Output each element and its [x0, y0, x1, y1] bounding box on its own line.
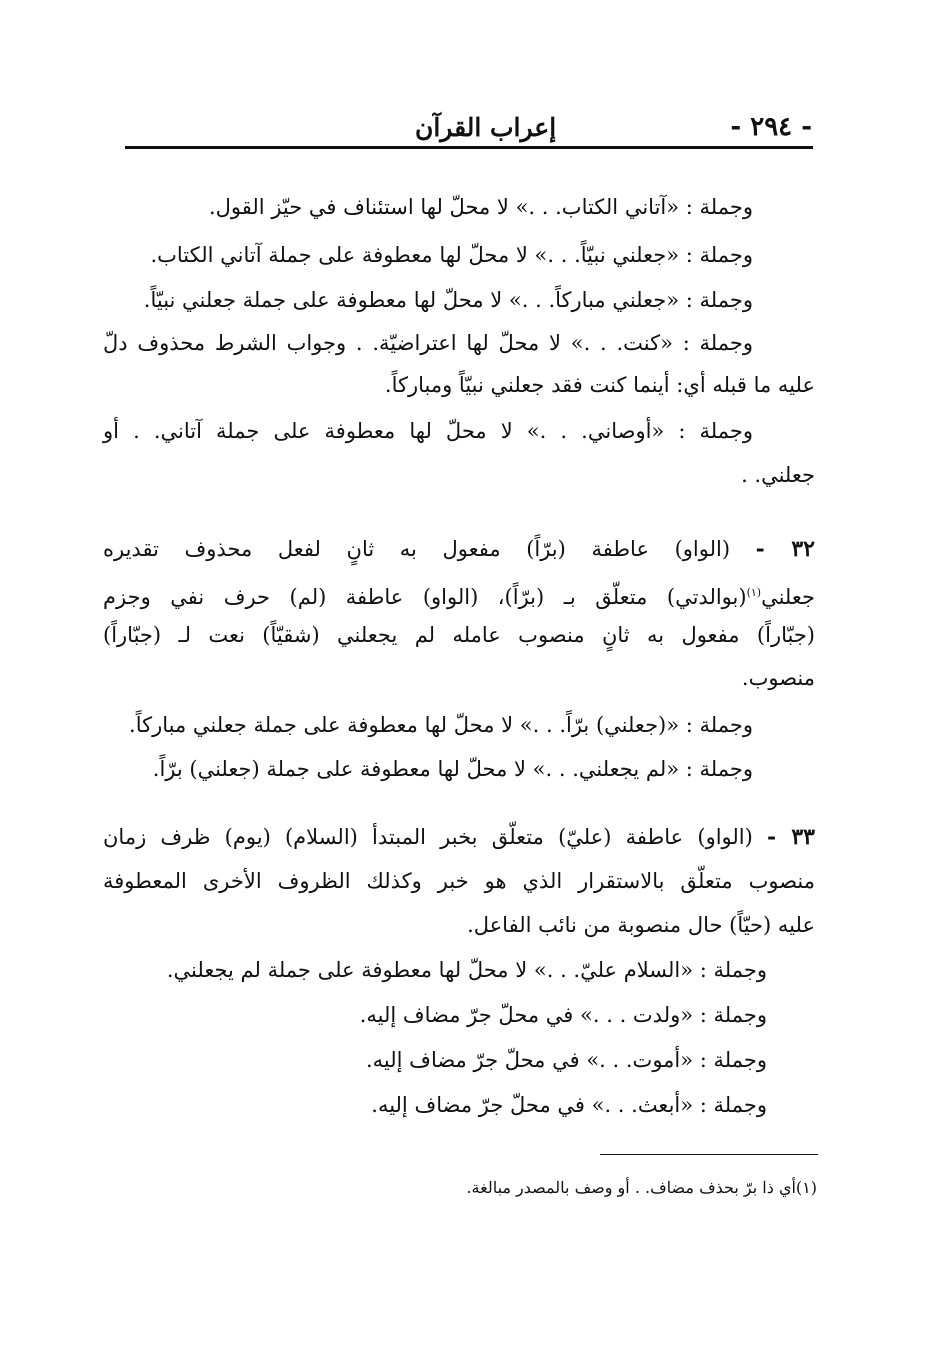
text-line: وجملة : «كنت. . .» لا محلّ لها اعتراضيّة. . وجواب الشرط محذوف دلّ	[103, 331, 753, 355]
section-number: ٣٣ -	[767, 824, 815, 850]
text-line: وجملة : «آتاني الكتاب. . .» لا محلّ لها استئناف في حيّز القول.	[209, 195, 753, 219]
text-line: جعلني. .	[741, 463, 815, 487]
text-line: وجملة : «أوصاني. . .» لا محلّ لها معطوفة على جملة آتاني. . أو	[103, 419, 753, 443]
text-segment: (بوالدتي) متعلّق بـ (برّاً)، (الواو) عاطفة (لم) حرف نفي وجزم	[103, 585, 747, 609]
text-line: منصوب متعلّق بالاستقرار الذي هو خبر وكذلك الظروف الأخرى المعطوفة	[103, 869, 815, 893]
book-title: إعراب القرآن	[415, 113, 557, 142]
section-33-line	[103, 822, 815, 852]
header-rule	[125, 146, 813, 149]
text-line: (جبّاراً) مفعول به ثانٍ منصوب عامله لم يجعلني (شقيّاً) نعت لـ (جبّاراً)	[103, 623, 815, 647]
text-line: منصوب.	[741, 666, 815, 690]
text-line: وجملة : «ولدت . . .» في محلّ جرّ مضاف إليه.	[359, 1003, 767, 1027]
text-segment: (الواو) عاطفة (عليّ) متعلّق بخبر المبتدأ (السلام) (يوم) ظرف زمان	[103, 825, 753, 849]
text-line: عليه (حيّاً) حال منصوبة من نائب الفاعل.	[467, 913, 815, 937]
text-line	[103, 578, 815, 612]
footnote: (١)أي ذا برّ بحذف مضاف. . أو وصف بالمصدر مبالغة.	[466, 1178, 817, 1197]
page-header	[125, 92, 812, 142]
text-line: وجملة : «أموت. . .» في محلّ جرّ مضاف إليه.	[366, 1048, 767, 1072]
page-number: - ٢٩٤ -	[730, 112, 812, 142]
text-segment: (الواو) عاطفة (برّاً) مفعول به ثانٍ لفعل محذوف تقديره	[103, 537, 731, 561]
text-line: وجملة : «أبعث. . .» في محلّ جرّ مضاف إليه.	[371, 1093, 767, 1117]
text-line: وجملة : «(جعلني) برّاً. . .» لا محلّ لها معطوفة على جملة جعلني مباركاً.	[129, 713, 753, 737]
section-number: ٣٢ -	[755, 536, 815, 562]
section-32-line	[103, 534, 815, 564]
footnote-rule	[600, 1154, 818, 1155]
text-line: وجملة : «جعلني مباركاً. . .» لا محلّ لها معطوفة على جملة جعلني نبيّاً.	[143, 288, 753, 312]
footnote-ref: (١)	[746, 586, 762, 599]
text-line: وجملة : «لم يجعلني. . .» لا محلّ لها معطوفة على جملة (جعلني) برّاً.	[152, 757, 753, 781]
text-line: وجملة : «جعلني نبيّاً. . .» لا محلّ لها معطوفة على جملة آتاني الكتاب.	[150, 243, 753, 267]
text-line: وجملة : «السلام عليّ. . .» لا محلّ لها معطوفة على جملة لم يجعلني.	[166, 958, 767, 982]
text-line: عليه ما قبله أي: أينما كنت فقد جعلني نبيّاً ومباركاً.	[384, 373, 815, 397]
text-segment: جعلني	[761, 585, 815, 609]
